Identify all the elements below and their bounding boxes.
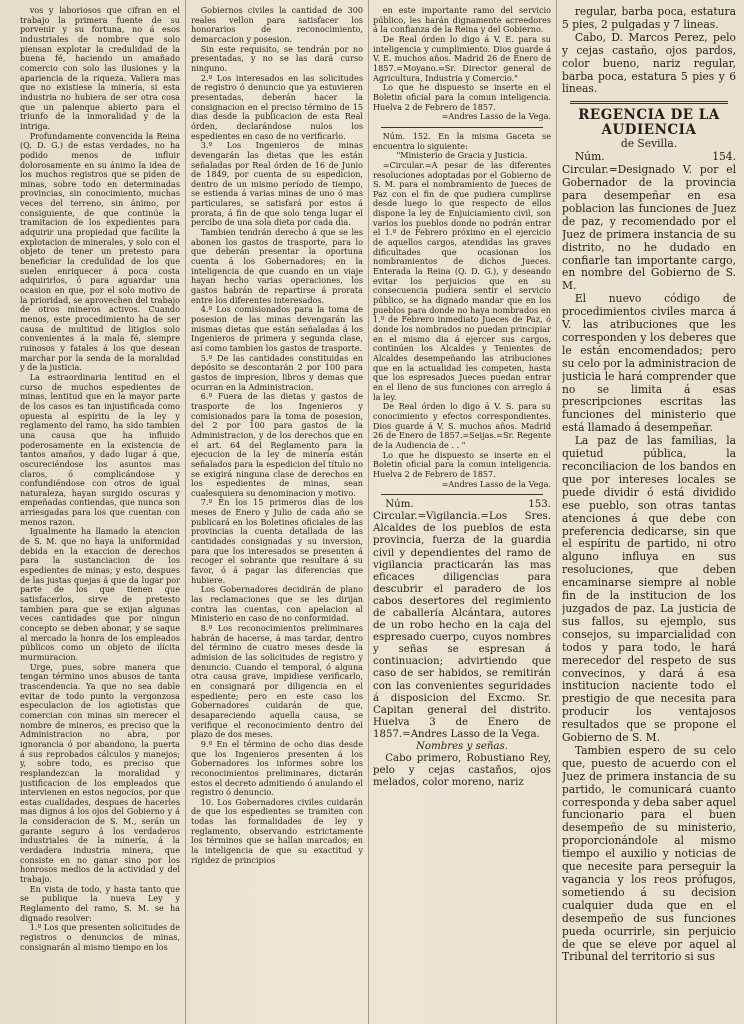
column-rule-3	[556, 0, 557, 1024]
column-1	[20, 6, 180, 1018]
section-divider	[381, 494, 543, 495]
notice-152-ministry: "Ministerio de Gracia y Justicia.	[396, 150, 528, 161]
col1-paragraph: Igualmente ha llamado la atencion de S. M. que no haya la uniformidad debida en la exaccion de derechos para la sustanciacion de los espedientes de minas; y esto, despues de las justas quejas á que da lugar por parte de los que tienen que satisfacerlos, sirve de pretesto tambien para que se exijan algunas veces cantidades que por ningun concepto se deben abonar, y se saque al mercado la honra de los empleados públicos como un objeto de ilícita murmuracion.	[20, 526, 180, 662]
column-2	[191, 6, 363, 1018]
col2-paragraph: Sin este requisito, se tendrán por no presentadas, y no se las dará curso ninguno.	[191, 43, 363, 73]
col1-paragraph: La estraordinaria lentitud en el curso de muchos espedientes de minas, lentitud que en la mayor parte de los casos es tan injustificada como opuesta al espíritu de la ley y reglamento del ramo, ha sido tambien una causa que ha influido poderosamente en la existencia de tantos amaños, y dado lugar á que, oscureciéndose los asuntos mas claros, ó complicándose y confundiéndose con otros de igual naturaleza, hayan surgido oscuras y empeñadas contiendas, que nunca son arriesgadas para los que cuentan con menos razon.	[20, 371, 180, 527]
col4-intro: regular, barba poca, estatura 5 pies, 2 pulgadas y 7 lineas.	[562, 6, 736, 31]
col1-paragraph: vos y laboriosos que cifran en el trabajo la primera fuente de su porvenir y su fortuna, no á esos industriales de nombre que solo piensan explotar la credulidad de la buena fé, haciendo un amañado comercio con solo las ilusiones y la apariencia de la riqueza. Valiera mas que no existiese la minería, si esta industria no hubiera de ser otra cosa que un palenque abierto para el triunfo de la inmoralidad y de la intriga.	[20, 6, 180, 131]
col2-paragraph: 9.º En el término de ocho dias desde que los Ingenieros presenten á los Gobernadores los informes sobre los reconocimientos preliminares, dictarán estos el decreto admitiendo ó anulando el registro ó denuncio.	[191, 738, 363, 798]
col2-paragraph: 10. Los Gobernadores civiles cuidarán de que los espedientes se tramiten con todas las formalidades de ley y reglamento, observando estrictamente los términos que se hallan marcados; en la inteligencia de que su exactitud y rigidez de principios	[191, 796, 363, 865]
notice-152-paragraph: =Circular.=A pesar de las diferentes resoluciones adoptadas por el Gobierno de S. M. para el nombramiento de Jueces de Paz con el fin de que pudiera cumplirse desde luego lo que respecto de ellos dispone la ley de Enjuiciamiento civil, son varios los pueblos donde no podrán entrar el 1.º de Febrero próximo en el ejercicio de aquellos cargos, atendidas las graves dificultades que ocasionan los nombramientos de dichos Jueces. Enterada la Reina (Q. D. G.), y deseando evitar los perjuicios que en su consecuencia pudiera sentir el servicio público, se ha dignado mandar que en los pueblos para donde no haya nombrados en 1.º de Febrero inmediato Jueces de Paz, ó donde los nombrados no puedan principiar en el mismo dia á ejercer sus cargos, continúen los Alcaldes y Tenientes de Alcaldes desempeñando las atribuciones que en la actualidad les competen, hasta que los espresados Jueces puedan entrar en el lleno de sus funciones con arreglo á la ley.	[373, 159, 551, 402]
col4-paragraph: La paz de las familias, la quietud pública, la reconciliacion de los bandos en que por intereses locales se puede dividir ó está dividido ese pueblo, son otras tantas atenciones á que debe con preferencia dedicarse, sin que el espíritu de partido, ni otro alguno influya en sus resoluciones, que deben encaminarse siempre al noble fin de la institucion de los juzgados de paz. La justicia de sus fallos, su ejemplo, sus consejos, su imparcialidad con todos y para todo, le hará merecedor del respeto de sus convecinos, y dará á esa institucion naciente todo el prestigio de que necesita para producir los ventajosos resultados que se propone el Gobierno de S. M.	[562, 434, 736, 745]
col4-paragraph: Núm. 154. Circular.=Designado V. por el Gobernador de la provincia para desempeñar en esa poblacion las funciones de Juez de paz, y recomendado por el Juez de primera instancia de su distrito, no he dudado en confiarle tan importante cargo, en nombre del Gobierno de S. M.	[562, 150, 736, 293]
notice-152-paragraph: De Real órden lo digo á V. S. para su conocimiento y efectos correspondientes. Dios guarde á V. S. muchos años. Madrid 26 de Enero de 1857.=Seijas.=Sr. Regente de la Audiencia de . . "	[373, 401, 551, 450]
col1-paragraph: 1.º Los que presenten solicitudes de registros o denuncios de minas, consignarán al mismo tiempo en los	[20, 922, 180, 952]
col1-paragraph: En vista de todo, y hasta tanto que se publique la nueva Ley y Reglamento del ramo, S. M. se ha dignado resolver:	[20, 883, 180, 923]
names-text: Cabo primero, Robustiano Rey, pelo y cejas castaños, ojos melados, color moreno, nariz	[373, 753, 551, 789]
signature: =Andres Lasso de la Vega.	[441, 478, 551, 489]
col2-paragraph: 3.º Los Ingenieros de minas devengarán las dietas que les están señaladas por Real órden de 16 de Junio de 1849, por cuenta de su espedicion, dentro de un mismo período de tiempo, se estienda á varias minas de uno ó mas particulares, se satisfará por estos á prorata, á fin de que solo tenga lugar el percibo de una sola dieta por cada dia.	[191, 140, 363, 228]
column-rule-2	[368, 0, 369, 1024]
col2-paragraph: Tambien tendrán derecho á que se les abonen los gastos de trasporte, para lo que deberán presentar la oportuna cuenta á los Gobernadores; en la inteligencia de que cuando en un viaje hayan hecho varias operaciones, los gastos habrán de repartirse á prorata entre los diferentes interesados.	[191, 227, 363, 305]
column-rule-1	[185, 0, 186, 1024]
section-divider	[381, 127, 543, 128]
col2-paragraph: 2.º Los interesados en las solicitudes de registro ó denuncio que ya estuvieren presentadas, deberán hacer la consignacion en el preciso término de 15 dias desde la publicacion de esta Real órden, declarándose nulos los espedientes en caso de no verificarlo.	[191, 72, 363, 141]
col2-paragraph: 7.º En los 15 primeros dias de los meses de Enero y Julio de cada año se publicará en los Boletines oficiales de las provincias la cuenta detallada de las cantidades consignadas y su inversion, para que los interesados se presenten á recoger el sobrante que resultare á su favor, ó á pagar las diferencias que hubiere.	[191, 497, 363, 585]
col2-paragraph: Gobiernos civiles la cantidad de 300 reales vellon para satisfacer los honorarios de reconocimiento, demarcacion y posesion.	[191, 6, 363, 44]
col2-paragraph: 8.º Los reconocimientos preliminares habrán de hacerse, á mas tardar, dentro del término de cuatro meses desde la admision de las solicitudes de registro y denuncio. Cuando el temporal, ó alguna otra causa grave, impidiese verificarlo, en consignará por diligencia en el espediente; pero en este caso los Gobernadores cuidarán de que, desapareciendo aquella causa, se verifique el reconocimiento dentro del plazo de dos meses.	[191, 623, 363, 740]
col1-paragraph: Profundamente convencida la Reina (Q. D. G.) de estas verdades, no ha podido menos de influir dolorosamente en su ánimo la idea de los muchos registros que se piden de minas, sobre todo en determinadas provincias, sin conocimiento, muchas veces del terreno, sin ánimo, por consiguiente, de que continúe la tramitacion de los expedientes para adquirir una propiedad que facilite la explotacion de minerales, y solo con el objeto de tener un pretesto para beneficiar la credulidad de los que suelen enriquecer á poca costa adquirirlos, ó para aguardar una ocasion en que, por el solo motivo de la prioridad, se aprovechen del trabajo de otros mineros activos. Cuando menos, este procedimiento ha de ser causa de multitud de litigios solo convenientes á la mala fé, siempre ruinosos y fatales á los que desean marchar por la senda de la moralidad y de la justicia.	[20, 130, 180, 373]
col4-paragraph: Tambien espero de su celo que, puesto de acuerdo con el Juez de primera instancia de su partido, le comunicará cuanto corresponda y deba saber aquel funcionario para el buen desempeño de su ministerio, proporcionándole al mismo tiempo el auxilio y noticias de que necesite para perseguir la vagancia y los reos prófugos, sometiendo á su decision cualquier duda que en el desempeño de sus funciones pueda ocurrirle, sin perjuicio de que se eleve por aquel al Tribunal del territorio si sus	[562, 743, 736, 964]
col1-paragraph: Urge, pues, sobre manera que tengan término unos abusos de tanta trascendencia. Ya que no sea dable evitar de todo punto la vergonzosa especulacion de los agiotistas que comercian con minas sin merecer el nombre de mineros, es preciso que la Administracion no abra, por ignorancia ó por abandono, la puerta á sus reprobados cálculos y manejos; y, sobre todo, es preciso que resplandezcan la moralidad y justificacion de los empleados que intervienen en estos negocios, por que estas cualidades, despues de hacerles mas dignos á los ojos del Gobierno y á la consideracion de S. M., serán un garante seguro á los verdaderos industriales de la minería, á la verdadera industria minera, que consiste en no ganar sino por los honrosos medios de la actividad y del trabajo.	[20, 661, 180, 885]
regencia-subheading: de Sevilla.	[620, 137, 678, 151]
col2-paragraph: 4.º Los comisionados para la toma de posesion de las minas devengarán las mismas dietas que están señaladas á los Ingenieros de primera y segunda clase, así como tambien los gastos de trasporte.	[191, 304, 363, 353]
notice-152-paragraph: Lo que he dispuesto se inserte en el Boletin oficial para la comun inteligencia. Huelva 2 de Febrero de 1857.	[373, 449, 551, 479]
col3-paragraph: Lo que he dispuesto se inserte en el Boletin oficial para la comun inteligencia. Huelva 2 de Febrero de 1857.	[373, 82, 551, 112]
column-3	[373, 6, 551, 1018]
col2-paragraph: Los Gobernadores decidirán de plano las reclamaciones que se les dirijan contra las cuentas, con apelacion al Ministerio en caso de no conformidad.	[191, 584, 363, 624]
col3-paragraph: De Real órden lo digo á V. E. para su inteligencia y cumplimiento. Dios guarde á V. E. muchos años. Madrid 26 de Enero de 1857.=Moyano.=Sr. Director general de Agricultura, Industria y Comercio."	[373, 33, 551, 83]
column-4	[562, 6, 736, 1018]
names-heading: Nombres y señas.	[416, 741, 508, 753]
section-divider	[570, 101, 728, 104]
col3-paragraph: en este importante ramo del servicio público, les harán dignamente acreedores á la confianza de la Reina y del Gobierno.	[373, 6, 551, 35]
notice-152-intro: Núm. 152. En la misma Gaceta se encuentra lo siguiente:	[373, 130, 551, 151]
signature: =Andres Lasso de la Vega.	[441, 111, 551, 122]
col2-paragraph: 5.º De las cantidades constituidas en depósito se descontarán 2 por 100 para gastos de impresion, libros y demas que ocurran en la Administracion.	[191, 352, 363, 392]
col2-paragraph: 6.º Fuera de las dietas y gastos de trasporte de los Ingenieros y comisionados para la toma de posesion, del 2 por 100 para gastos de la Administracion, y de los derechos que en el art. 64 del Reglamento para la ejecucion de la ley de minería están señalados para la espedicion del título no se exigirá ninguna clase de derechos en los espedientes de minas, sean cualesquiera su denominacion y motivo.	[191, 391, 363, 498]
regencia-heading: REGENCIA DE LA AUDIENCIA	[578, 107, 720, 139]
notice-153	[373, 499, 551, 789]
col4-paragraph: El nuevo código de procedimientos civiles marca á V. las atribuciones que les corresponden y los deberes que le están encomendados; pero su celo por la administracion de justicia le hará comprender que no se limita á esas prescripciones escritas las funciones del ministerio que está llamado á desempeñar.	[562, 292, 736, 435]
notice-153-text: Núm. 153. Circular.=Vigilancia.=Los Sres. Alcaldes de los pueblos de esta provincia, fuerza de la guardia civil y dependientes del ramo de vigilancia practicarán las mas eficaces diligencias para descubrir el paradero de los cabos desertores del regimiento de caballería Alcántara, autores de un robo hecho en la caja del espresado cuerpo, cuyos nombres y señas se espresan á continuacion; advirtiendo que caso de ser habidos, se remitirán con las convenientes seguridades á disposicion del Excmo. Sr. Capitan general del distrito. Huelva 3 de Enero de 1857.=Andres Lasso de la Vega.	[373, 499, 551, 740]
col4-second: Cabo, D. Marcos Perez, pelo y cejas castaño, ojos pardos, color bueno, nariz regular, barba poca, estatura 5 pies y 6 lineas.	[562, 30, 736, 96]
